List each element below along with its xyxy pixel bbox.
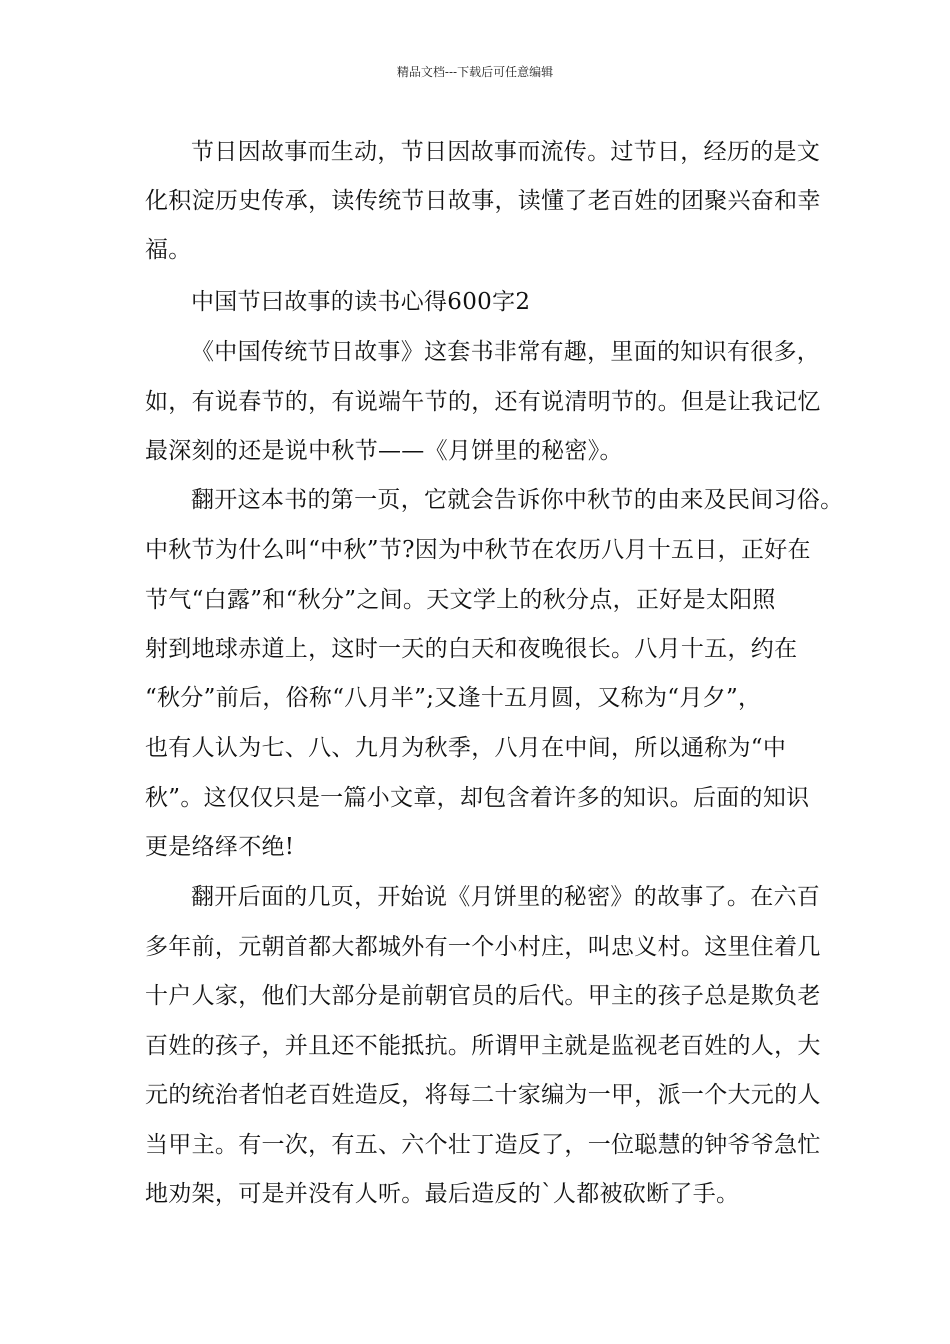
paragraph-line: 百姓的孩子，并且还不能抵抗。所谓甲主就是监视老百姓的人，大	[145, 1033, 821, 1059]
paragraph-line: 也有人认为七、八、九月为秋季，八月在中间，所以通称为“中	[145, 735, 787, 761]
paragraph-line: 最深刻的还是说中秋节——《月饼里的秘密》。	[145, 438, 623, 464]
paragraph-line: 《中国传统节日故事》这套书非常有趣，里面的知识有很多，	[191, 339, 821, 365]
paragraph-line: “秋分”前后，俗称“八月半”;又逢十五月圆，又称为“月夕”，	[145, 685, 762, 711]
paragraph-line: 福。	[145, 237, 192, 263]
paragraph-line: 如，有说春节的，有说端午节的，还有说清明节的。但是让我记忆	[145, 389, 821, 415]
section-heading: 中国节曰故事的读书心得600字2	[191, 289, 531, 315]
paragraph-line: 化积淀历史传承，读传统节日故事，读懂了老百姓的团聚兴奋和幸	[145, 188, 821, 214]
paragraph-line: 节气“白露”和“秋分”之间。天文学上的秋分点，正好是太阳照	[145, 587, 776, 613]
paragraph-line: 更是络绎不绝!	[145, 834, 295, 860]
page-header: 精品文档---下载后可任意编辑	[396, 65, 554, 79]
paragraph-line: 十户人家，他们大部分是前朝官员的后代。甲主的孩子总是欺负老	[145, 983, 821, 1009]
paragraph-line: 秋”。这仅仅只是一篇小文章，却包含着许多的知识。后面的知识	[145, 785, 810, 811]
paragraph-line: 节日因故事而生动，节日因故事而流传。过节日，经历的是文	[191, 139, 821, 165]
paragraph-line: 地劝架，可是并没有人听。最后造反的`人都被砍断了手。	[145, 1181, 740, 1207]
paragraph-line: 元的统治者怕老百姓造反，将每二十家编为一甲，派一个大元的人	[145, 1082, 821, 1108]
paragraph-line: 射到地球赤道上，这时一天的白天和夜晚很长。八月十五，约在	[145, 636, 798, 662]
paragraph-line: 翻开后面的几页，开始说《月饼里的秘密》的故事了。在六百	[191, 884, 821, 910]
paragraph-line: 中秋节为什么叫“中秋”节?因为中秋节在农历八月十五日，正好在	[145, 537, 811, 563]
paragraph-line: 当甲主。有一次，有五、六个壮丁造反了，一位聪慧的钟爷爷急忙	[145, 1132, 821, 1158]
paragraph-line: 多年前，元朝首都大都城外有一个小村庄，叫忠义村。这里住着几	[145, 934, 821, 960]
paragraph-line: 翻开这本书的第一页，它就会告诉你中秋节的由来及民间习俗。	[191, 487, 844, 513]
